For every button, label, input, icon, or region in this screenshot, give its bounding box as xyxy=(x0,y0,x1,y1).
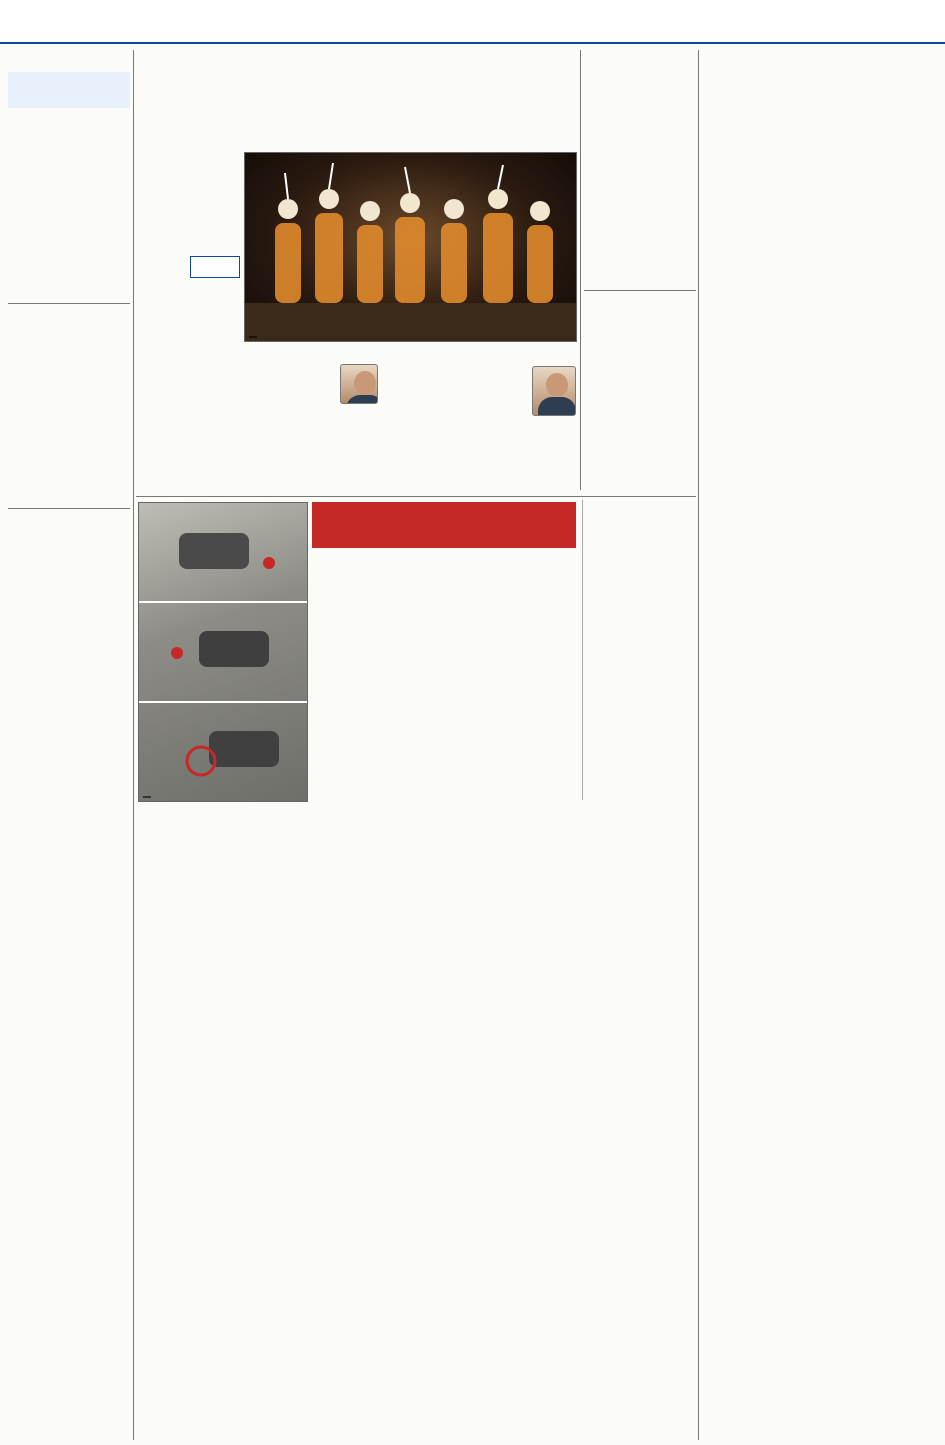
box1-face xyxy=(340,364,380,404)
box2-title xyxy=(466,346,576,360)
cctv-photo[interactable] xyxy=(138,502,308,802)
diwali-photo-caption xyxy=(249,336,257,338)
rangoli-headline-1 xyxy=(318,504,570,526)
paper-logo[interactable] xyxy=(12,8,162,34)
diwali-headline-2[interactable] xyxy=(140,92,576,124)
brief-3-title[interactable] xyxy=(8,514,130,564)
paper-url[interactable] xyxy=(168,16,308,30)
special-badge xyxy=(190,256,240,278)
rangoli-body xyxy=(312,552,576,788)
brief-1-body xyxy=(8,110,130,300)
diwali-mobile xyxy=(140,167,240,178)
diwali-body-2 xyxy=(140,282,238,494)
box1-title xyxy=(340,346,458,360)
brief-2-title[interactable] xyxy=(8,308,130,346)
diwali-headline-1[interactable] xyxy=(140,56,576,88)
rangoli-headline-2 xyxy=(318,525,570,547)
page-number xyxy=(888,4,938,38)
patwari-title[interactable] xyxy=(584,294,696,328)
box2-body xyxy=(466,362,528,470)
box2-name xyxy=(466,474,576,486)
retire-title[interactable] xyxy=(584,54,696,82)
cctv-caption xyxy=(143,796,151,798)
news-brief-label xyxy=(12,52,130,70)
rangoli-headline-box[interactable] xyxy=(312,502,576,548)
box2-face-wrap xyxy=(532,366,576,416)
diwali-photo[interactable] xyxy=(244,152,577,342)
box1-body xyxy=(384,362,460,470)
dateline xyxy=(680,14,880,28)
patwari-body xyxy=(584,332,696,488)
cctv-frames xyxy=(139,503,308,802)
retire-body xyxy=(584,86,696,288)
teacher-photo xyxy=(532,366,576,416)
rangoli-credit xyxy=(520,792,576,802)
section-title xyxy=(410,6,550,36)
masthead xyxy=(0,0,945,44)
elder-photo xyxy=(340,364,378,404)
brief-3-body xyxy=(8,566,130,798)
brief-2-body xyxy=(8,348,130,506)
box1-name xyxy=(340,474,460,486)
dancers-illustration xyxy=(245,153,577,342)
diwali-body-3 xyxy=(244,346,336,494)
diwali-subhead xyxy=(140,128,576,150)
brief-1-title[interactable] xyxy=(8,72,130,108)
